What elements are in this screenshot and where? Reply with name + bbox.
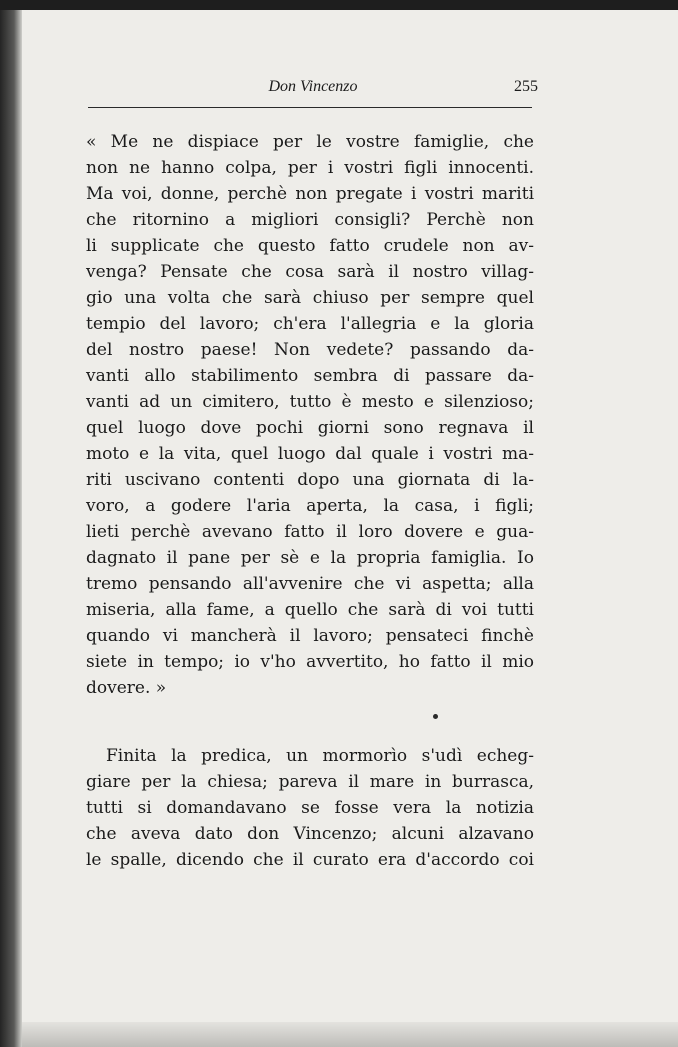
ink-speck [433,714,438,719]
text-line: vanti allo stabilimento sembra di passare da- [86,366,534,386]
text-line: vanti ad un cimitero, tutto è mesto e silenzioso; [86,392,534,412]
text-line: riti uscivano contenti dopo una giornata di la- [86,470,534,490]
text-line: quel luogo dove pochi giorni sono regnava il [86,418,534,438]
text-line: che aveva dato don Vincenzo; alcuni alzavano [86,824,534,844]
text-line: « Me ne dispiace per le vostre famiglie, che [86,132,534,152]
header-rule [88,107,532,108]
text-line: siete in tempo; io v'ho avvertito, ho fatto il mio [86,652,534,672]
text-line: lieti perchè avevano fatto il loro dovere e gua- [86,522,534,542]
text-line: gio una volta che sarà chiuso per sempre quel [86,288,534,308]
scan-top-edge [0,0,678,10]
text-line: quando vi mancherà il lavoro; pensateci finchè [86,626,534,646]
paragraph-speech [86,129,534,701]
page-number: 255 [514,78,538,95]
text-line: le spalle, dicendo che il curato era d'accordo coi [86,850,534,870]
text-line: li supplicate che questo fatto crudele non av- [86,236,534,256]
text-line: giare per la chiesa; pareva il mare in burrasca, [86,772,534,792]
text-line: che ritornino a migliori consigli? Perchè non [86,210,534,230]
text-line: Ma voi, donne, perchè non pregate i vostri mariti [86,184,534,204]
text-line: tempio del lavoro; ch'era l'allegria e la gloria [86,314,534,334]
book-gutter-shadow [0,10,22,1047]
text-line: tremo pensando all'avvenire che vi aspetta; alla [86,574,534,594]
running-head [88,78,538,102]
text-line: del nostro paese! Non vedete? passando da- [86,340,534,360]
paragraph-narration [86,743,534,873]
text-line: Finita la predica, un mormorìo s'udì echeg- [106,746,534,766]
text-line: dagnato il pane per sè e la propria famiglia. Io [86,548,534,568]
text-line: miseria, alla fame, a quello che sarà di voi tutti [86,600,534,620]
text-line: tutti si domandavano se fosse vera la notizia [86,798,534,818]
running-head-title: Don Vincenzo [268,78,358,95]
text-line: dovere. » [86,678,167,698]
text-line: venga? Pensate che cosa sarà il nostro villag- [86,262,534,282]
text-line: non ne hanno colpa, per i vostri figli innocenti. [86,158,534,178]
page-bottom-shadow [22,1022,678,1047]
text-line: moto e la vita, quel luogo dal quale i vostri ma- [86,444,534,464]
text-line: voro, a godere l'aria aperta, la casa, i figli; [86,496,534,516]
book-page [22,10,678,1047]
